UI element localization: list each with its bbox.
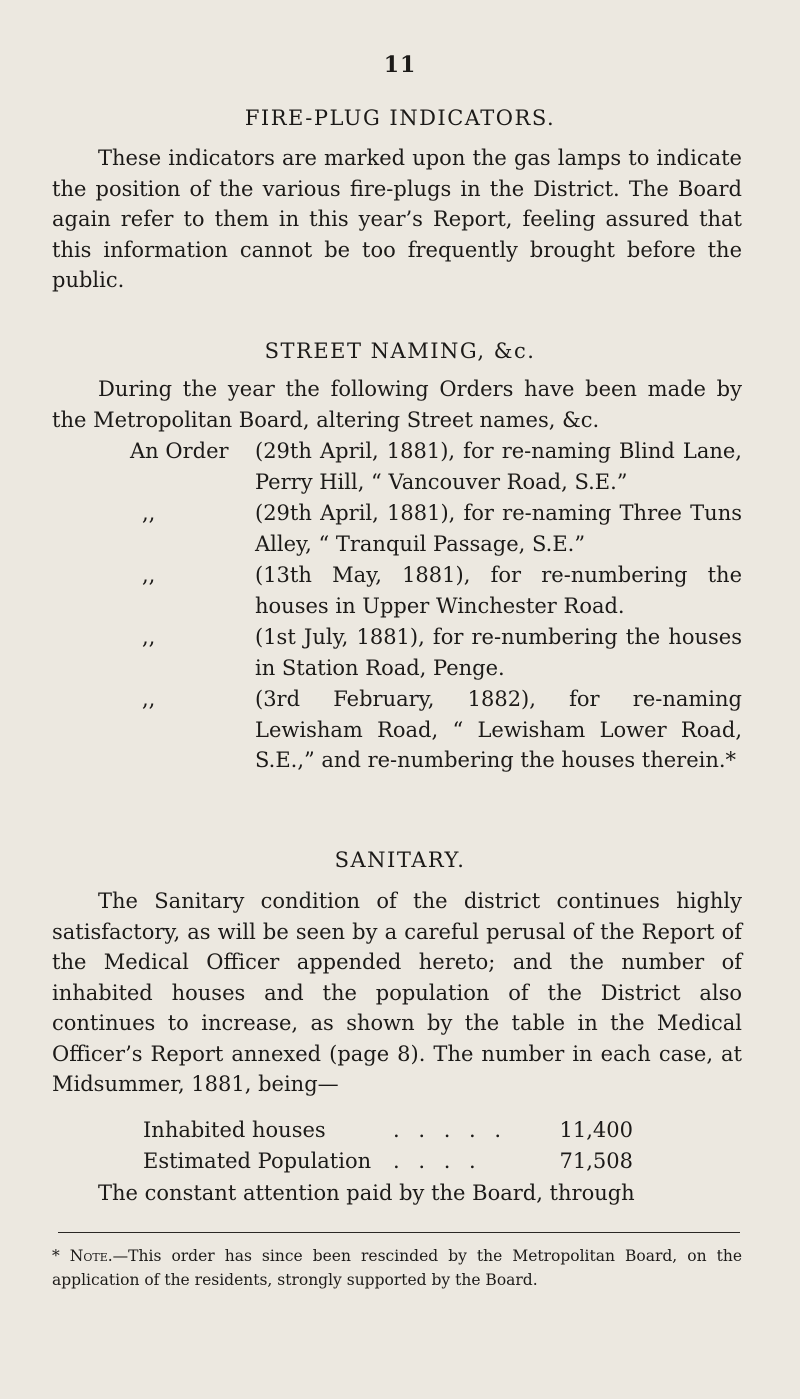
sanitary-heading: SANITARY. bbox=[334, 848, 466, 872]
fire-plug-paragraph bbox=[52, 143, 742, 296]
footnote-text: —This order has since been rescinded by the Metropolitan Board, on the application of the residents, strongly supported by the Board. bbox=[52, 1247, 742, 1289]
ditto-mark: ,, bbox=[142, 563, 156, 587]
stat-row-estimated-population bbox=[143, 1146, 633, 1176]
continuation-text: The constant attention paid by the Board, through bbox=[98, 1181, 635, 1205]
fire-plug-heading: FIRE-PLUG INDICATORS. bbox=[244, 106, 556, 130]
order-text: (29th April, 1881), for re-naming Three Tuns Alley, “ Tranquil Passage, S.E.” bbox=[255, 501, 742, 556]
order-text: (1st July, 1881), for re-numbering the houses in Station Road, Penge. bbox=[255, 625, 742, 680]
street-naming-intro bbox=[52, 374, 742, 435]
ditto-mark: ,, bbox=[142, 687, 156, 711]
sanitary-continuation bbox=[52, 1178, 742, 1209]
order-text: (3rd February, 1882), for re-naming Lewisham Road, “ Lewisham Lower Road, S.E.,” and re-numbering the houses therein.* bbox=[255, 687, 742, 772]
footnote-label: * Note. bbox=[52, 1247, 113, 1265]
street-naming-intro-text: During the year the following Orders have been made by the Metropolitan Board, altering Street names, &c. bbox=[52, 377, 742, 432]
stat-row-inhabited-houses bbox=[143, 1115, 633, 1145]
dot-leader: . . . . . bbox=[393, 1118, 508, 1142]
order-text: (13th May, 1881), for re-numbering the houses in Upper Winchester Road. bbox=[255, 563, 742, 618]
stat-value: 71,508 bbox=[559, 1149, 633, 1173]
stat-value: 11,400 bbox=[559, 1118, 633, 1142]
stat-label: Inhabited houses bbox=[143, 1118, 326, 1142]
sanitary-text: The Sanitary condition of the district continues highly satisfactory, as will be seen by a careful perusal of the Report of the Medical Officer appended hereto; and the number of inhabited houses and the population of the District also continues to increase, as shown by the table in the Medical Officer’s Report annexed (page 8). The number in each case, at Midsummer, 1881, being— bbox=[52, 889, 742, 1096]
order-text: (29th April, 1881), for re-naming Blind Lane, Perry Hill, “ Vancouver Road, S.E.” bbox=[255, 439, 742, 494]
fire-plug-text: These indicators are marked upon the gas lamps to indicate the position of the various fire-plugs in the District. The Board again refer to them in this year’s Report, feeling assured that this information cannot be too frequently brought before the public. bbox=[52, 146, 742, 292]
ditto-mark: ,, bbox=[142, 625, 156, 649]
sanitary-paragraph bbox=[52, 886, 742, 1100]
dot-leader: . . . . bbox=[393, 1149, 482, 1173]
ditto-mark: ,, bbox=[142, 501, 156, 525]
footnote-divider bbox=[58, 1232, 740, 1233]
page-number: 11 bbox=[383, 52, 417, 78]
stat-label: Estimated Population bbox=[143, 1149, 372, 1173]
footnote bbox=[52, 1244, 742, 1292]
order-lead-label: An Order bbox=[130, 439, 229, 463]
street-naming-heading: STREET NAMING, &c. bbox=[264, 339, 536, 363]
